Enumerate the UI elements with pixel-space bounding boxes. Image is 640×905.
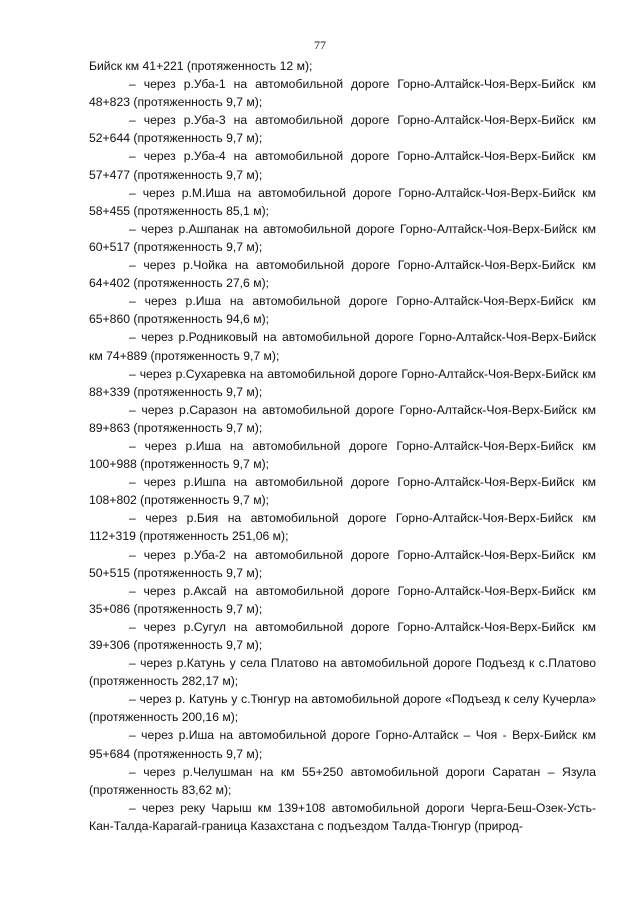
list-item: – через р.Челушман на км 55+250 автомобильной дороги Саратан – Язула (протяженность 83,62 м); — [89, 764, 596, 797]
list-item: – через р.Катунь у села Платово на автомобильной дороге Подъезд к с.Платово (протяженность 282,17 м); — [89, 656, 596, 689]
list-item: – через реку Чарыш км 139+108 автомобильной дороги Черга-Беш-Озек-Усть-Кан-Талда-Карагай-граница Казахстана с подъездом Талда-Тюнгур (природ- — [89, 800, 596, 833]
list-item: – через р.Уба-2 на автомобильной дороге Горно-Алтайск-Чоя-Верх-Бийск км 50+515 (протяженность 9,7 м); — [89, 547, 596, 580]
list-item: – через р.Бия на автомобильной дороге Горно-Алтайск-Чоя-Верх-Бийск км 112+319 (протяженность 251,06 м); — [89, 511, 596, 544]
page-number: 77 — [314, 38, 326, 52]
list-item: – через р.Уба-3 на автомобильной дороге Горно-Алтайск-Чоя-Верх-Бийск км 52+644 (протяженность 9,7 м); — [89, 113, 596, 146]
document-body — [89, 57, 596, 835]
list-item: – через р.Уба-4 на автомобильной дороге Горно-Алтайск-Чоя-Верх-Бийск км 57+477 (протяженность 9,7 м); — [89, 149, 596, 182]
list-item: – через р.Ашпанак на автомобильной дороге Горно-Алтайск-Чоя-Верх-Бийск км 60+517 (протяженность 9,7 м); — [89, 221, 596, 254]
list-item: – через р.Сухаревка на автомобильной дороге Горно-Алтайск-Чоя-Верх-Бийск км 88+339 (протяженность 9,7 м); — [89, 366, 596, 399]
list-item: – через р.Иша на автомобильной дороге Горно-Алтайск – Чоя - Верх-Бийск км 95+684 (протяженность 9,7 м); — [89, 728, 596, 761]
list-item: – через р.Ишпа на автомобильной дороге Горно-Алтайск-Чоя-Верх-Бийск км 108+802 (протяженность 9,7 м); — [89, 475, 596, 508]
list-item: – через р.Уба-1 на автомобильной дороге Горно-Алтайск-Чоя-Верх-Бийск км 48+823 (протяженность 9,7 м); — [89, 77, 596, 110]
list-item: – через р.Аксай на автомобильной дороге Горно-Алтайск-Чоя-Верх-Бийск км 35+086 (протяженность 9,7 м); — [89, 583, 596, 616]
list-item: – через р.Иша на автомобильной дороге Горно-Алтайск-Чоя-Верх-Бийск км 65+860 (протяженность 94,6 м); — [89, 294, 596, 327]
list-item: – через р.Саразон на автомобильной дороге Горно-Алтайск-Чоя-Верх-Бийск км 89+863 (протяженность 9,7 м); — [89, 402, 596, 435]
list-item: – через р.Иша на автомобильной дороге Горно-Алтайск-Чоя-Верх-Бийск км 100+988 (протяженность 9,7 м); — [89, 438, 596, 472]
continued-line: Бийск км 41+221 (протяженность 12 м); — [89, 59, 313, 73]
list-item: – через р.М.Иша на автомобильной дороге Горно-Алтайск-Чоя-Верх-Бийск км 58+455 (протяженность 85,1 м); — [89, 185, 596, 218]
list-item: – через р.Сугул на автомобильной дороге Горно-Алтайск-Чоя-Верх-Бийск км 39+306 (протяженность 9,7 м); — [89, 619, 596, 652]
list-item: – через р. Катунь у с.Тюнгур на автомобильной дороге «Подъезд к селу Кучерла» (протяженность 200,16 м); — [89, 692, 596, 725]
list-item: – через р.Чойка на автомобильной дороге Горно-Алтайск-Чоя-Верх-Бийск км 64+402 (протяженность 27,6 м); — [89, 258, 596, 291]
list-item: – через р.Родниковый на автомобильной дороге Горно-Алтайск-Чоя-Верх-Бийск км 74+889 (протяженность 9,7 м); — [89, 330, 596, 363]
